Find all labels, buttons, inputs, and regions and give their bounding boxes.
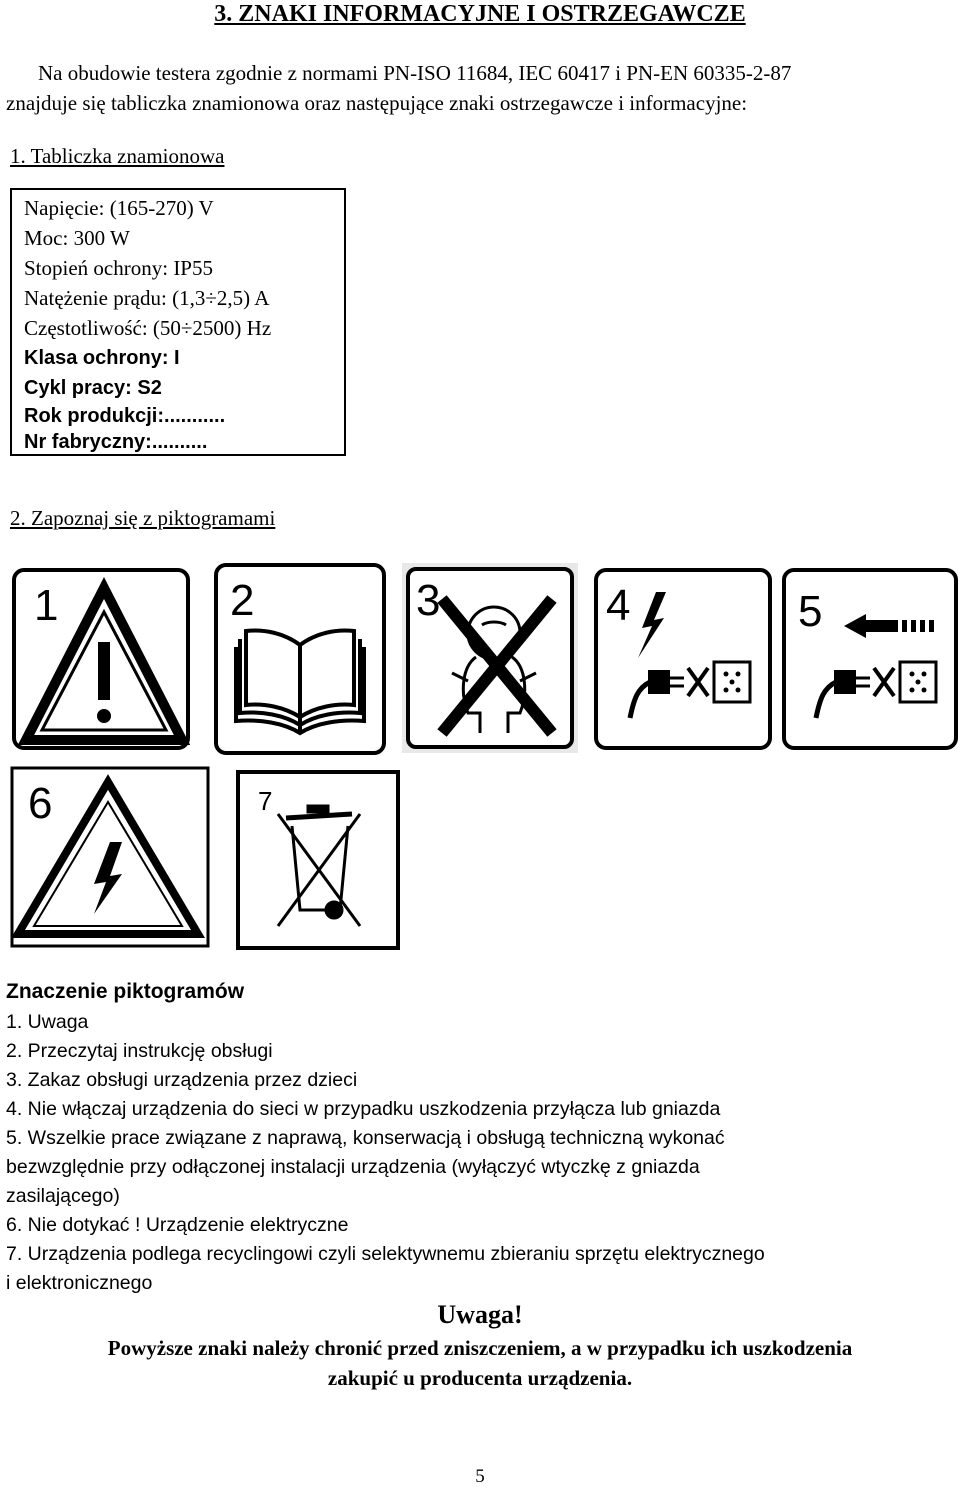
pictogram-number-1: 1 xyxy=(34,581,59,630)
page-number: 5 xyxy=(475,1466,485,1487)
pictograms-title: 2. Zapoznaj się z piktogramami xyxy=(10,506,276,530)
meaning-line-1: 1. Uwaga xyxy=(6,1011,89,1033)
pictogram-number-2: 2 xyxy=(230,576,255,625)
pictogram-4 xyxy=(594,568,772,750)
nameplate-box xyxy=(10,188,346,456)
meaning-line-7b: i elektronicznego xyxy=(6,1272,153,1294)
pictogram-5 xyxy=(782,568,958,750)
meaning-line-3: 3. Zakaz obsługi urządzenia przez dzieci xyxy=(6,1069,358,1091)
pictogram-number-7: 7 xyxy=(258,786,273,816)
pictogram-7 xyxy=(236,770,400,950)
notice-line-2: zakupić u producenta urządzenia. xyxy=(327,1366,633,1390)
pictogram-number-3: 3 xyxy=(416,576,441,625)
plate-line-voltage: Napięcie: (165-270) V xyxy=(24,196,214,220)
meaning-line-2: 2. Przeczytaj instrukcję obsługi xyxy=(6,1040,273,1062)
meaning-line-5c: zasilającego) xyxy=(6,1185,120,1207)
section-heading: 3. ZNAKI INFORMACYJNE I OSTRZEGAWCZE xyxy=(214,1,746,27)
pictogram-6 xyxy=(10,766,210,948)
pictogram-3 xyxy=(402,563,578,753)
meanings-title: Znaczenie piktogramów xyxy=(6,980,245,1003)
intro-line-1: Na obudowie testera zgodnie z normami PN-ISO 11684, IEC 60417 i PN-EN 60335-2-87 xyxy=(38,61,792,85)
plate-line-serial: Nr fabryczny:.......... xyxy=(24,431,208,453)
pictogram-number-5: 5 xyxy=(798,587,823,636)
pictogram-number-6: 6 xyxy=(28,779,53,828)
pictogram-2 xyxy=(214,563,386,755)
intro-line-2: znajduje się tabliczka znamionowa oraz następujące znaki ostrzegawcze i informacyjne: xyxy=(6,91,748,115)
meaning-line-5: 5. Wszelkie prace związane z naprawą, konserwacją i obsługą techniczną wykonać xyxy=(6,1127,725,1149)
meaning-line-4: 4. Nie włączaj urządzenia do sieci w przypadku uszkodzenia przyłącza lub gniazda xyxy=(6,1098,721,1120)
plate-line-protection: Stopień ochrony: IP55 xyxy=(24,256,213,280)
plate-title: 1. Tabliczka znamionowa xyxy=(10,144,225,168)
notice-text xyxy=(20,1333,940,1393)
pictogram-number-4: 4 xyxy=(606,581,631,630)
intro-paragraph xyxy=(6,58,956,118)
plate-line-power: Moc: 300 W xyxy=(24,226,130,250)
plate-line-year: Rok produkcji:........... xyxy=(24,405,226,427)
meaning-line-6: 6. Nie dotykać ! Urządzenie elektryczne xyxy=(6,1214,349,1236)
meaning-line-7: 7. Urządzenia podlega recyclingowi czyli selektywnemu zbieraniu sprzętu elektrycznego xyxy=(6,1243,765,1265)
warning-triangle-icon xyxy=(12,568,190,750)
notice-title: Uwaga! xyxy=(437,1300,523,1329)
pictogram-1 xyxy=(12,568,190,750)
notice-line-1: Powyższe znaki należy chronić przed zniszczeniem, a w przypadku ich uszkodzenia xyxy=(107,1336,853,1360)
plate-line-class: Klasa ochrony: I xyxy=(24,347,180,369)
plate-line-duty: Cykl pracy: S2 xyxy=(24,377,162,399)
plate-line-frequency: Częstotliwość: (50÷2500) Hz xyxy=(24,316,272,340)
plate-line-current: Natężenie prądu: (1,3÷2,5) A xyxy=(24,286,270,310)
meaning-line-5b: bezwzględnie przy odłączonej instalacji urządzenia (wyłączyć wtyczkę z gniazda xyxy=(6,1156,700,1178)
